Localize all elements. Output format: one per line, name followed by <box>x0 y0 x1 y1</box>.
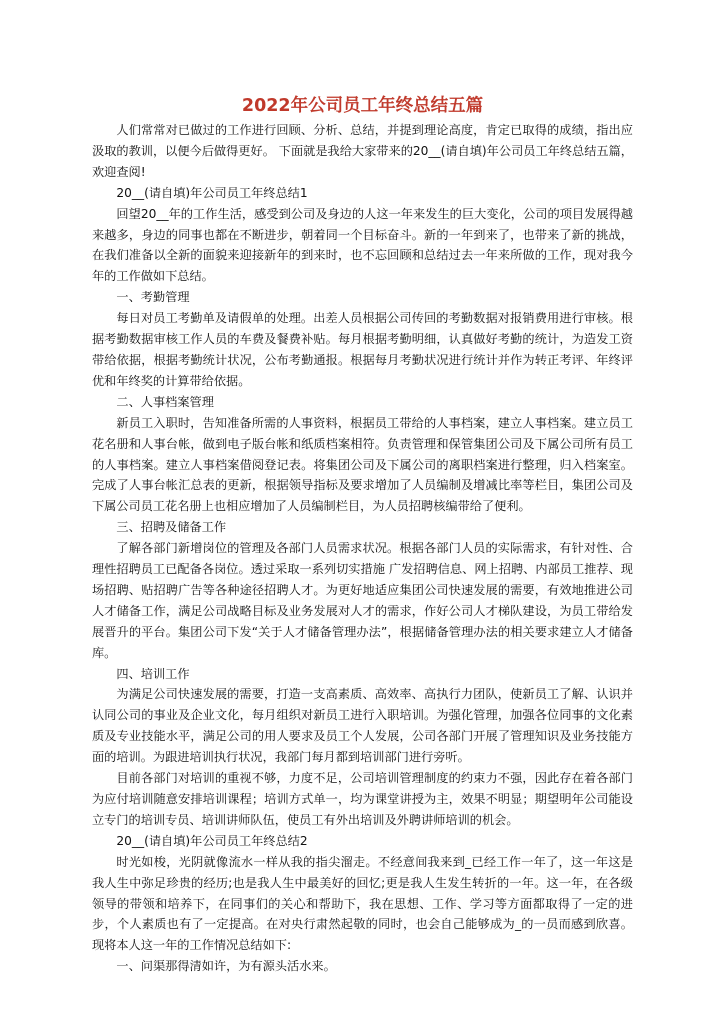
paragraph-training-2: 目前各部门对培训的重视不够，力度不足，公司培训管理制度的约束力不强，因此存在着各部门为应付培训随意安排培训课程；培训方式单一，均为课堂讲授为主，效果不明显；期望明年公司能设立专门的培训专员、培训讲师队伍，使员工有外出培训及外聘讲师培训的机会。 <box>92 771 633 827</box>
heading-training: 四、培训工作 <box>116 666 190 681</box>
paragraph-attendance: 每日对员工考勤单及请假单的处理。出差人员根据公司传回的考勤数据对报销费用进行审核。根据考勤数据审核工作人员的车费及餐费补贴。每月根据考勤明细，认真做好考勤的统计，为造发工资带给依据，根据考勤统计状况，公布考勤通报。根据每月考勤状况进行统计并作为转正考评、年终评优和年终奖的计算带给依据。 <box>92 311 633 388</box>
paragraph-training-1: 为满足公司快速发展的需要，打造一支高素质、高效率、高执行力团队，使新员工了解、认识并认同公司的事业及企业文化，每月组织对新员工进行入职培训。为强化管理，加强各位同事的文化素质及专业技能水平，满足公司的用人要求及员工个人发展，公司各部门开展了管理知识及业务技能方面的培训。为跟进培训执行状况，我部门每月都到培训部门进行旁听。 <box>92 687 633 765</box>
section-1-paragraph: 回望20__年的工作生活，感受到公司及身边的人这一年来发生的巨大变化，公司的项目发展得越来越多，身边的同事也都在不断进步，朝着同一个目标奋斗。新的一年到来了，也带来了新的挑战，在我们准备以全新的面貌来迎接新年的到来时，也不忘回顾和总结过去一年来所做的工作，现对我今年的工作做如下总结。 <box>92 206 633 284</box>
document-title: 2022年公司员工年终总结五篇 <box>241 96 484 116</box>
heading-personnel-files: 二、人事档案管理 <box>116 394 214 409</box>
paragraph-personnel-files: 新员工入职时，告知准备所需的人事资料，根据员工带给的人事档案，建立人事档案。建立员工花名册和人事台帐，做到电子版台帐和纸质档案相符。负责管理和保管集团公司及下属公司所有员工的人事档案。建立人事档案借阅登记表。将集团公司及下属公司的离职档案进行整理，归入档案室。完成了人事台帐汇总表的更新，根据领导指标及要求增加了人员编制及增减比率等栏目，集团公司及下属公司员工花名册上也相应增加了人员编制栏目，为人员招聘核编带给了便利。 <box>92 415 633 514</box>
paragraph-recruitment: 了解各部门新增岗位的管理及各部门人员需求状况。根据各部门人员的实际需求，有针对性、合理性招聘员工已配备各岗位。透过采取一系列切实措施 广发招聘信息、网上招聘、内部员工推荐、现场招聘、贴招聘广告等各种途径招聘人才。为更好地适应集团公司快速发展的需要，有效地推进公司人才储备工作，满足公司战略目标及业务发展对人才的需求，作好公司人才梯队建设，为员工带给发展晋升的平台。集团公司下发“关于人才储备管理办法”，根据储备管理办法的相关要求建立人才储备库。 <box>92 541 633 660</box>
intro-paragraph: 人们常常对已做过的工作进行回顾、分析、总结，并提到理论高度，肯定已取得的成绩，指出应汲取的教训，以便今后做得更好。 下面就是我给大家带来的20__(请自填)年公司员工年终总结五篇，欢迎查阅! <box>92 123 633 179</box>
heading-recruitment: 三、招聘及储备工作 <box>116 520 227 535</box>
section-2-title: 20__(请自填)年公司员工年终总结2 <box>116 833 308 848</box>
section-2-heading-1: 一、问渠那得清如许，为有源头活水来。 <box>116 959 336 974</box>
section-2-paragraph: 时光如梭，光阴就像流水一样从我的指尖溜走。不经意间我来到_已经工作一年了，这一年这是我人生中弥足珍贵的经历;也是我人生中最美好的回忆;更是我人生发生转折的一年。这一年，在各级领导的带领和培养下，在同事们的关心和帮助下，我在思想、工作、学习等方面都取得了一定的进步，个人素质也有了一定提高。在对央行肃然起敬的同时，也会自己能够成为_的一员而感到欣喜。现将本人这一年的工作情况总结如下: <box>92 854 633 953</box>
section-1-title: 20__(请自填)年公司员工年终总结1 <box>116 185 308 200</box>
document-page <box>92 92 633 977</box>
heading-attendance: 一、考勤管理 <box>116 290 190 305</box>
